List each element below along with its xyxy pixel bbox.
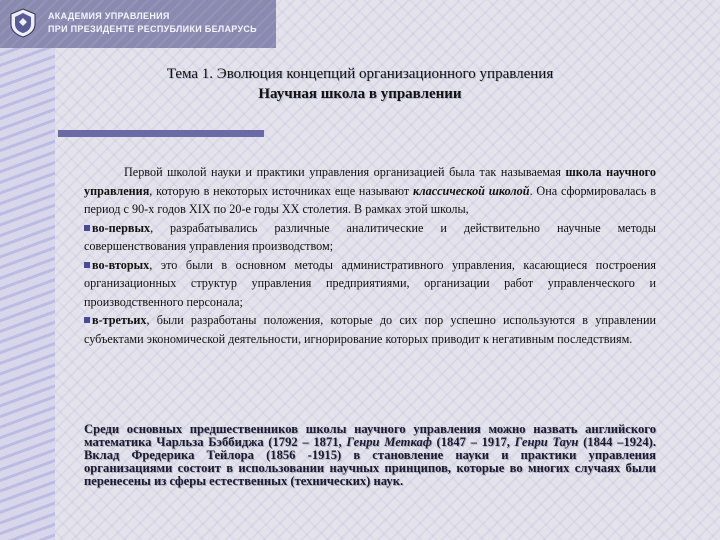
body-text	[84, 163, 656, 348]
bullet-square-icon	[84, 225, 90, 231]
title-line	[55, 64, 665, 84]
topic-prefix: Тема 1.	[166, 66, 214, 82]
bullet-text: , были разработаны положения, которые до сих пор успешно используются в управлении субъектами экономической деятельности, игнорирование которых приводит к негативным последствиям.	[84, 313, 656, 346]
intro-text-1: Первой школой науки и практики управления организацией была так называемая	[124, 165, 566, 179]
header-band	[0, 0, 276, 48]
topic-title: Эволюция концепций организационного управления	[216, 66, 554, 82]
summary-text-2: (1847 – 1917,	[431, 435, 515, 449]
bullet-text: , это были в основном методы административного управления, касающиеся построения организационных структур управления предприятиями, организации работ управленческого и производственного персонала;	[84, 257, 656, 309]
person-name-towne: Генри Таун	[514, 435, 579, 449]
summary-text-3: (1844 –1924). Вклад Фредерика Тейлора (1856 -1915) в становление науки и практики управления организациями состоит в использовании научных принципов, которые во многих случаях были перенесены из сферы естественных (технических) наук.	[84, 435, 656, 488]
intro-text-3: . Она сформировалась в период с 90-х годов XIX по 20-е годы XX столетия. В рамках этой школы,	[84, 183, 656, 216]
bullet-item-first	[84, 219, 656, 256]
bullet-item-second	[84, 256, 656, 312]
term-scientific-school: школа научного управления	[84, 165, 656, 198]
decorative-left-stripe	[0, 0, 55, 540]
bullet-lead: во-вторых	[92, 257, 150, 272]
org-name-line2: ПРИ ПРЕЗИДЕНТЕ РЕСПУБЛИКИ БЕЛАРУСЬ	[48, 24, 257, 34]
summary-paragraph	[84, 423, 656, 488]
bullet-item-third	[84, 311, 656, 348]
intro-text-2: , которую в некоторых источниках еще называют	[149, 183, 413, 198]
bullet-lead: в-третьих	[92, 313, 147, 327]
academy-emblem-icon	[10, 8, 36, 38]
bullet-square-icon	[84, 262, 90, 268]
slide-title	[55, 64, 665, 104]
bullet-square-icon	[84, 317, 90, 323]
summary-text-1: Среди основных предшественников школы научного управления можно назвать английского математика Чарльза Бэббиджа (1792 – 1871,	[84, 422, 656, 449]
slide-subtitle: Научная школа в управлении	[258, 86, 462, 102]
intro-paragraph	[84, 163, 656, 219]
title-separator-bar	[58, 130, 264, 137]
person-name-metcalf: Генри Меткаф	[346, 435, 432, 449]
bullet-text: , разрабатывались различные аналитические и действительно научные методы совершенствования управления производством;	[84, 220, 656, 253]
org-name-line1: АКАДЕМИЯ УПРАВЛЕНИЯ	[48, 11, 170, 21]
bullet-lead: во-первых	[92, 220, 151, 235]
term-classical-school: классической школой	[412, 183, 530, 198]
